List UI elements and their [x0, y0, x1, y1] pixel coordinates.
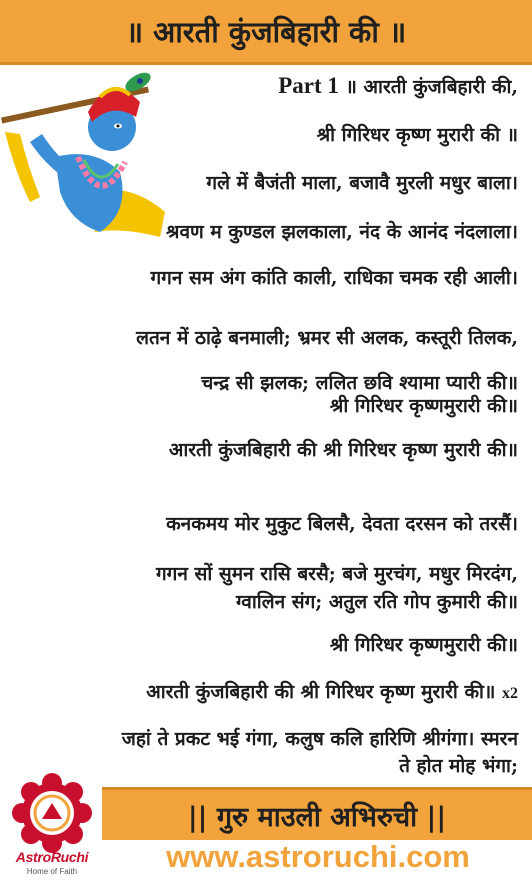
page-title: ॥ आरती कुंजबिहारी की ॥ — [125, 14, 407, 49]
lyric-line-4: श्रवण म कुण्डल झलकाला, नंद के आनंद नंदलाला। — [166, 221, 518, 243]
footer — [0, 787, 532, 887]
repeat-marker: x2 — [502, 685, 518, 702]
lyric-line-12: ग्वालिन संग; अतुल रति गोप कुमारी की॥ — [235, 591, 518, 613]
brand-tagline: Home of Faith — [26, 867, 78, 876]
website-link[interactable]: www.astroruchi.com — [166, 839, 470, 874]
lyric-line-16: ते होत मोह भंगा; — [399, 755, 518, 777]
lyric-line-14-text: आरती कुंजबिहारी की श्री गिरिधर कृष्ण मुरारी की॥ — [146, 681, 496, 703]
footer-banner — [102, 787, 532, 840]
footer-banner-text: || गुरु माउली अभिरुची || — [187, 801, 447, 833]
astroruchi-logo-icon — [8, 769, 96, 857]
title-banner — [0, 0, 532, 65]
lyric-line-1 — [278, 73, 518, 99]
lyric-line-11: गगन सों सुमन रासि बरसै; बजे मुरचंग, मधुर मिरदंग, — [155, 563, 518, 585]
lyric-line-7: चन्द्र सी झलक; ललित छवि श्यामा प्यारी की॥ — [201, 372, 518, 394]
lyric-line-10: कनकमय मोर मुकुट बिलसै, देवता दरसन को तरसैं। — [166, 513, 518, 535]
lyric-line-1-text: ॥ आरती कुंजबिहारी की, — [345, 76, 518, 98]
lyric-line-3: गले में बैजंती माला, बजावै मुरली मधुर बाला। — [206, 172, 518, 194]
lyric-line-2: श्री गिरिधर कृष्ण मुरारी की ॥ — [316, 124, 518, 146]
lyric-line-6: लतन में ठाढ़े बनमाली; भ्रमर सी अलक, कस्तूरी तिलक, — [136, 327, 518, 349]
part-label: Part 1 — [278, 73, 339, 98]
lyric-line-15: जहां ते प्रकट भई गंगा, कलुष कलि हारिणि श्रीगंगा। स्मरन — [121, 728, 518, 750]
brand-name: AstroRuchi — [15, 849, 89, 865]
krishna-with-flute-illustration — [0, 62, 170, 252]
lyric-line-8: श्री गिरिधर कृष्णमुरारी की॥ — [329, 395, 518, 417]
lyric-line-5: गगन सम अंग कांति काली, राधिका चमक रही आली। — [150, 267, 518, 289]
lyric-line-14 — [146, 678, 518, 704]
lyric-line-13: श्री गिरिधर कृष्णमुरारी की॥ — [329, 634, 518, 656]
lyric-line-9: आरती कुंजबिहारी की श्री गिरिधर कृष्ण मुरारी की॥ — [168, 439, 518, 461]
